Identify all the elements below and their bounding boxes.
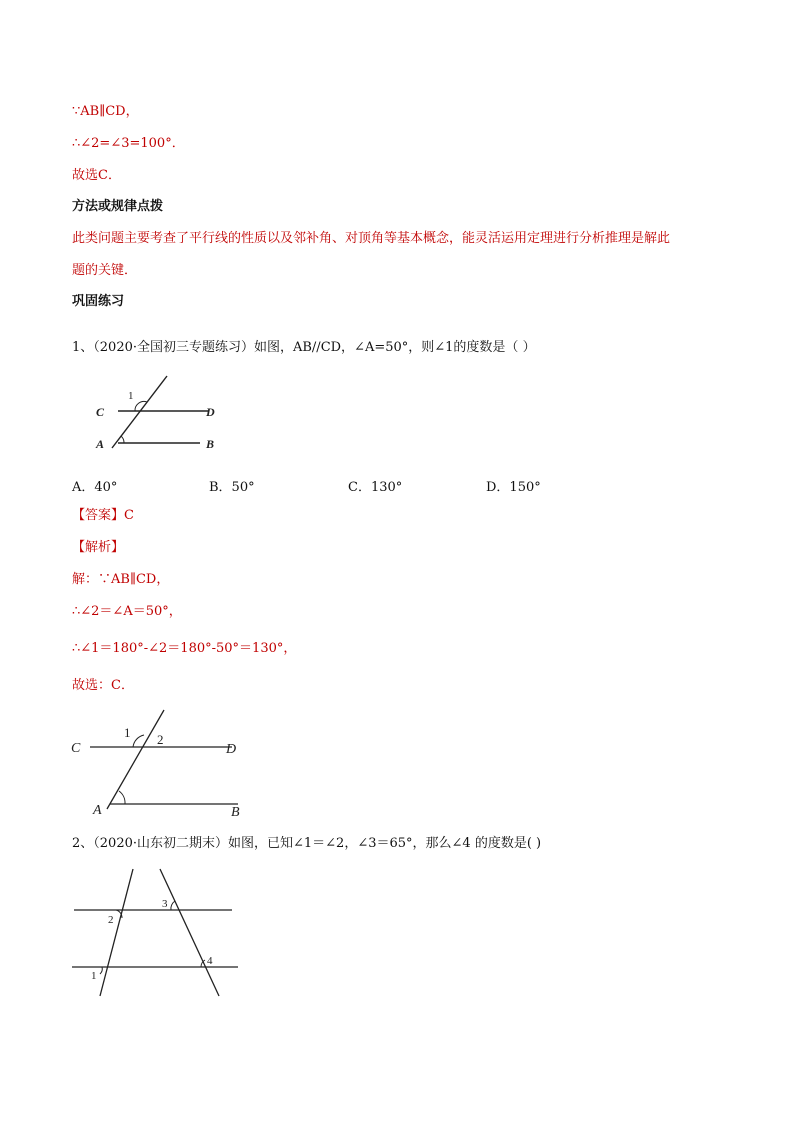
q1-solution-figure-label-C: C — [71, 741, 81, 756]
prev-solution-line-3: 故选C． — [72, 168, 121, 183]
q2-figure-label-4: 4 — [207, 955, 213, 967]
q1-figure-label-1: 1 — [128, 390, 134, 402]
q1-solution-figure-label-A: A — [93, 803, 102, 818]
q1-solution-figure — [66, 706, 256, 822]
prev-solution-line-1: ∵AB∥CD， — [72, 104, 139, 119]
q1-solution-figure-label-2: 2 — [157, 732, 164, 747]
tips-heading: 方法或规律点拨 — [72, 199, 164, 214]
q1-solution-line-3: ∴∠1＝180°-∠2＝180°-50°＝130°， — [72, 641, 297, 656]
q1-option-b: B．50° — [209, 480, 255, 495]
q1-solution-line-2: ∴∠2＝∠A＝50°， — [72, 604, 182, 619]
tips-text-1: 此类问题主要考查了平行线的性质以及邻补角、对顶角等基本概念，能灵活运用定理进行分析推理是解此 — [72, 231, 671, 246]
q1-figure-label-C: C — [96, 405, 105, 419]
q1-answer: 【答案】C — [72, 508, 134, 523]
q2-figure-label-1: 1 — [91, 970, 97, 982]
q1-solution-figure-label-D: D — [226, 742, 237, 757]
q1-option-a: A．40° — [72, 480, 118, 495]
q1-figure — [90, 372, 230, 454]
q1-figure-label-B: B — [206, 437, 215, 451]
q1-option-c: C．130° — [348, 480, 403, 495]
q1-solution-line-4: 故选：C． — [72, 678, 134, 693]
q2-figure — [68, 866, 248, 1001]
practice-heading: 巩固练习 — [72, 294, 125, 309]
q2-stem: 2、（2020·山东初二期末）如图，已知∠1＝∠2，∠3＝65°，那么∠4 的度数是( ) — [72, 836, 542, 851]
q1-figure-label-A: A — [96, 437, 105, 451]
q1-option-d: D．150° — [486, 480, 541, 495]
q1-stem: 1、（2020·全国初三专题练习）如图，AB//CD，∠A=50°，则∠1的度数是（ ） — [72, 340, 536, 355]
q1-solution-figure-label-1: 1 — [124, 725, 131, 740]
q1-figure-label-D: D — [206, 405, 215, 419]
q2-figure-label-2: 2 — [108, 914, 114, 926]
q1-solution-figure-label-B: B — [231, 805, 240, 820]
prev-solution-line-2: ∴∠2=∠3=100°． — [72, 136, 185, 151]
q2-figure-label-3: 3 — [162, 898, 168, 910]
q1-analysis-label: 【解析】 — [72, 540, 125, 555]
q1-solution-line-1: 解：∵AB∥CD， — [72, 572, 170, 587]
tips-text-2: 题的关键． — [72, 263, 138, 278]
